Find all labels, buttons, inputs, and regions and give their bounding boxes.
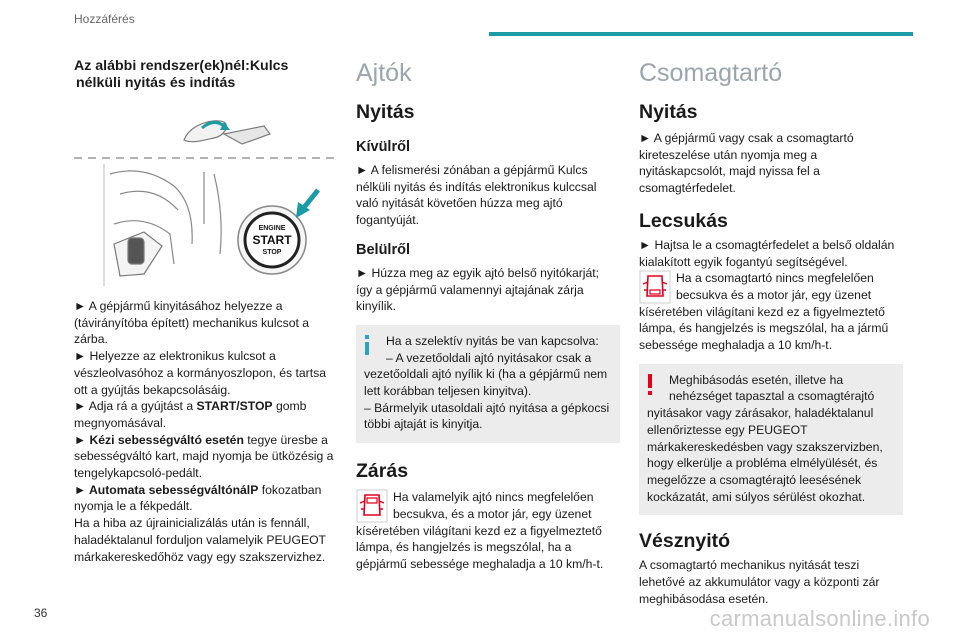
text-line: ► A gépjármű kinyitásához helyezze a <box>74 299 283 313</box>
text-line: ► Kézi sebességváltó esetén tegye üresbe a <box>74 432 328 447</box>
system-heading-line2: nélküli nyitás és indítás <box>76 75 236 91</box>
text-line: becsukva, és a motor jár, egy üzenet <box>393 506 592 521</box>
column-boot <box>639 58 903 607</box>
text-line: nyomja le a fékpedált. <box>74 499 193 514</box>
text-line: sebességváltó kart, majd nyomja be ütközésig a <box>74 449 334 464</box>
text-line: csomagtérfedelet. <box>639 181 736 196</box>
text-line: nyitásakor vagy zárásakor, haladéktalanul <box>647 406 874 421</box>
text-line: (távirányítóba épített) mechanikus kulcsot a <box>74 315 310 330</box>
text-line: ► Automata sebességváltónálP fokozatban <box>74 482 322 497</box>
text-line: lámpa, és hangjelzés is megszólal, ha a <box>356 540 572 555</box>
hand-with-key-icon <box>114 232 162 276</box>
text-line: vészleolvasóhoz a kormányoszlopon, és tartsa <box>74 365 327 380</box>
boot-open-warning-icon <box>639 270 671 304</box>
outside-text <box>356 162 620 229</box>
text-line: megnyomásával. <box>74 415 167 430</box>
text-line: márkakereskedésben vagy szakszervizben, <box>647 439 883 454</box>
text-line: ► Helyezze az elektronikus kulcsot a <box>74 349 276 364</box>
text-line: Ha a hiba az újrainicializálás után is fennáll, <box>74 516 310 531</box>
text-line: ott a gyújtás bekapcsolásáig. <box>74 382 231 397</box>
system-heading-line1: Az alábbi rendszer(ek)nél:Kulcs <box>74 58 289 74</box>
boot-close-text <box>639 237 903 270</box>
start-stop-button-icon <box>238 206 306 274</box>
text-line: tengelykapcsoló-pedált. <box>74 466 203 481</box>
text-line: így a gépjármű valamennyi ajtajának zárja <box>356 282 584 297</box>
text-line: lehetővé az akkumulátor vagy a központi zár <box>639 575 880 590</box>
text-line: gépjármű sebessége meghaladja a 10 km/h-t. <box>356 556 604 571</box>
key-fob-icon <box>184 121 270 144</box>
text-line: Meghibásodás esetén, illetve ha <box>669 372 844 387</box>
text-line: fogantyúját. <box>356 213 420 228</box>
selective-unlock-info-box <box>356 325 620 443</box>
door-open-warning-icon <box>356 489 388 523</box>
text-line: kireteszelése után nyomja meg a <box>639 147 818 162</box>
text-line: kialakított egyik fogantyú segítségével. <box>639 254 848 269</box>
text-line: Ha a csomagtartó nincs megfelelően <box>676 271 874 286</box>
subheading-open: Nyitás <box>639 101 698 123</box>
section-title-doors: Ajtók <box>356 59 412 87</box>
button-label-engine: ENGINE <box>258 225 286 232</box>
text-line: hogy elkerülje a probléma elmélyülését, és <box>647 456 878 471</box>
text-line: sebessége meghaladja a 10 km/h-t. <box>639 338 833 353</box>
lock-text <box>356 489 620 573</box>
text-line: A csomagtartó mechanikus nyitását teszi <box>639 558 860 573</box>
page-number: 36 <box>34 606 48 620</box>
text-line: lett korábban teljesen kinyitva). <box>364 384 532 399</box>
inside-text <box>356 265 620 315</box>
text-line: haladéktalanul forduljon valamelyik PEUGEOT <box>74 532 326 547</box>
boot-open-text <box>639 130 903 197</box>
text-line: ► Hajtsa le a csomagtérfedelet a belső oldalán <box>639 237 895 252</box>
text-line: márkakereskedőhöz vagy egy szakszervizhez. <box>74 549 326 564</box>
text-line: lámpa, és hangjelzés is megszólal, ha a jármű <box>639 321 889 336</box>
watermark-text: carmanualsonline.info <box>709 606 930 631</box>
system-heading <box>74 58 336 92</box>
header-section-label: Hozzáférés <box>74 12 135 26</box>
subheading-inside: Belülről <box>356 241 410 258</box>
subheading-lock: Zárás <box>356 460 409 483</box>
text-line: meghibásodása esetén. <box>639 591 769 606</box>
boot-warning-text <box>639 270 903 354</box>
key-start-illustration <box>74 114 336 286</box>
text-line: ► Adja rá a gyújtást a START/STOP gomb <box>74 399 307 414</box>
text-line: nélküli nyitás és indítás elektronikus kulccsal <box>356 179 597 194</box>
header-accent-bar <box>489 32 913 36</box>
text-line: többi ajtaját is kinyitja. <box>364 417 483 432</box>
text-line: vezetőoldali ajtó nyílik ki (ha a gépjármű nem <box>364 367 608 382</box>
text-line: – A vezetőoldali ajtó nyitásakor csak a <box>386 350 592 365</box>
subheading-emergency: Vésznyitó <box>639 530 731 553</box>
subheading-open: Nyitás <box>356 101 415 123</box>
text-line: megelőzze a csomagtérajtó leesésének <box>647 472 862 487</box>
key-start-instructions <box>74 298 336 565</box>
text-line: kíséretében világítani kezd ez a figyelmeztető <box>356 523 602 538</box>
subheading-outside: Kívülről <box>356 139 410 155</box>
text-line: nehézséget tapasztal a csomagtérajtó <box>669 389 875 404</box>
text-line: Ha valamelyik ajtó nincs megfelelően <box>393 490 594 505</box>
text-line: ► A felismerési zónában a gépjármű Kulcs <box>356 163 588 177</box>
text-line: kinyílik. <box>356 299 396 314</box>
text-line: – Bármelyik utasoldali ajtó nyitása a gépkocsi <box>364 400 610 415</box>
text-line: ► Húzza meg az egyik ajtó belső nyitókarját; <box>356 265 600 280</box>
text-line: zárba. <box>74 332 108 347</box>
text-line: való nyitását követően húzza meg ajtó <box>356 196 563 211</box>
text-line: Ha a szelektív nyitás be van kapcsolva: <box>386 333 599 348</box>
text-line: kockázatát, ami súlyos sérülést okozhat. <box>647 489 866 504</box>
emergency-text <box>639 557 903 607</box>
button-label-stop: STOP <box>262 249 282 256</box>
text-line: kíséretében világítani kezd ez a figyelmeztető <box>639 304 885 319</box>
section-title-boot: Csomagtartó <box>639 59 783 87</box>
alert-icon <box>645 374 655 396</box>
column-key-start <box>74 58 336 565</box>
button-label-start: START <box>252 233 292 247</box>
text-line: ellenőriztesse egy PEUGEOT <box>647 422 808 437</box>
text-line: ► A gépjármű vagy csak a csomagtartó <box>639 131 854 145</box>
info-icon <box>362 335 372 355</box>
text-line: becsukva és a motor jár, egy üzenet <box>676 287 872 302</box>
subheading-close: Lecsukás <box>639 209 728 232</box>
key-start-illustration-svg <box>74 114 336 286</box>
text-line: nyitáskapcsolót, majd nyissa fel a <box>639 164 820 179</box>
boot-malfunction-alert-box <box>639 364 903 516</box>
column-doors <box>356 58 620 573</box>
